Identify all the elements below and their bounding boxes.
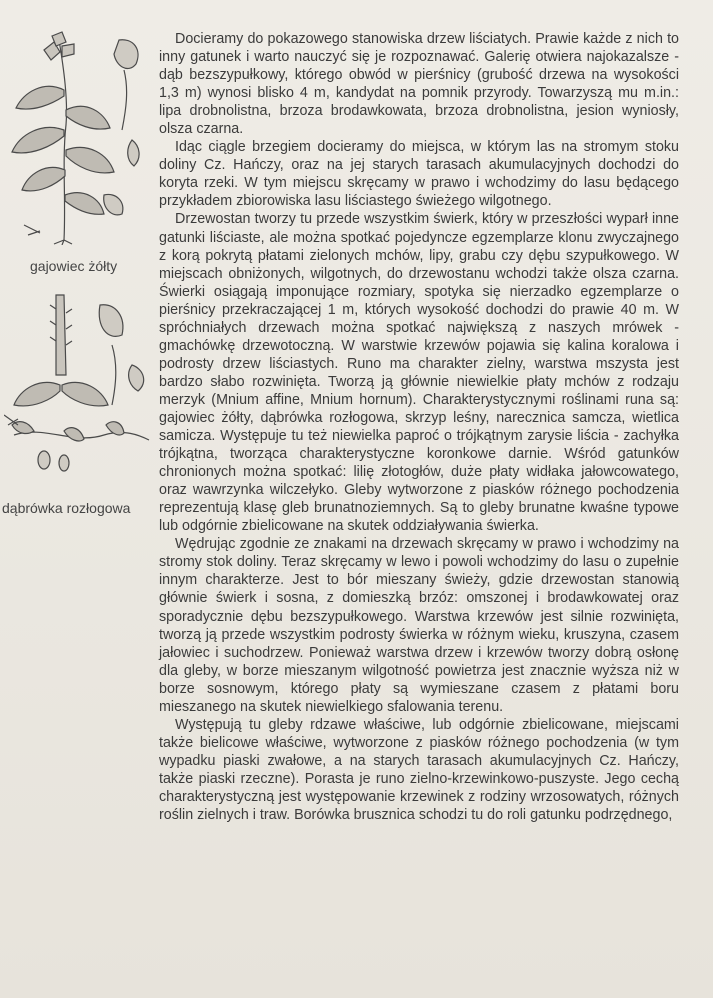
paragraph: Występują tu gleby rdzawe właściwe, lub odgórnie zbielicowane, miejscami także bielicowe właściwe, wytworzone z piasków różnego pochodzenia (w tym wypadku piaski zwałowe, a na starych tarasach akumulacyjnych Cz. Hańczy, także piaski rzeczne). Porasta je runo zielno-krzewinkowo-puszyste. Jego cechą charakterystyczną jest występowanie krzewinek z rodziny wrzosowatych, różnych roślin zielnych i traw. Borówka brusznica schodzi tu do roli gatunku podrzędnego,	[159, 716, 679, 824]
caption-dabrowka: dąbrówka rozłogowa	[2, 500, 131, 516]
plant-drawing-icon	[4, 30, 154, 245]
paragraph: Drzewostan tworzy tu przede wszystkim świerk, który w przeszłości wyparł inne gatunki liściaste, ale można spotkać pojedyncze egzemplarze klonu zwyczajnego z korą pokrytą płatami zielonych mchów, lipy, grabu czy dębu szypułkowego. W miejscach obniżonych, wilgotnych, do drzewostanu wchodzi także olsza czarna. Świerki osiągają imponujące rozmiary, spotyka się nierzadko egzemplarze o pierśnicy przekraczającej 1 m, których wysokość dochodzi do prawie 40 m. W spróchniałych drzewach można spotkać największą z naszych mrówek - gmachówkę drzewotoczną. W warstwie krzewów pojawia się kalina koralowa i podrosty drzew liściastych. Runo ma charakter zielny, warstwa mszysta jest bardzo słabo rozwinięta. Tworzą ją głównie niewielkie płaty mchów z rodzaju merzyk (Mnium affine, Mnium hornum). Charakterystycznymi roślinami runa są: gajowiec żółty, dąbrówka rozłogowa, skrzyp leśny, narecznica samcza, wietlica samicza. Występuje tu też niewielka paproć o trójkątnym zarysie liścia - zachyłka trójkątna, tworząca charakterystyczne koronkowe darnie. Wśród gatunków chronionych można spotkać: lilię złotogłów, duże płaty widłaka jałowcowatego, oraz wawrzynka wilczełyko. Gleby wytworzone z piasków różnego pochodzenia reprezentują klasę gleb brunatnoziemnych. Są to gleby brunatne kwaśne typowe lub odgórnie zbielicowane na skutek oddziaływania świerka.	[159, 211, 679, 535]
paragraph: Docieramy do pokazowego stanowiska drzew liściatych. Prawie każde z nich to inny gatunek i warto nauczyć się je rozpoznawać. Galerię otwiera najokazalsze - dąb bezszypułkowy, którego obwód w pierśnicy (grubość drzewa na wysokości 1,3 m) wynosi blisko 4 m, kandydat na pomnik przyrody. Towarzyszą mu m.in.: lipa drobnolistna, brzoza brodawkowata, brzoza drobnolistna, jesion wyniosły, olsza czarna.	[159, 31, 679, 138]
paragraph: Idąc ciągle brzegiem docieramy do miejsca, w którym las na stromym stoku doliny Cz. Hańczy, oraz na jej starych tarasach akumulacyjnych dochodzi do koryta rzeki. W tym miejscu skręcamy w prawo i wchodzimy do lasu będącego przykładem zbiorowiska lasu liściastego świeżego wilgotnego.	[159, 139, 679, 210]
plant-drawing-icon	[4, 285, 154, 475]
paragraph: Wędrując zgodnie ze znakami na drzewach skręcamy w prawo i wchodzimy na stromy stok doliny. Teraz skręcamy w lewo i powoli wchodzimy do lasu o zupełnie innym charakterze. Jest to bór mieszany świeży, gdzie drzewostan stanowią głównie świerk i sosna, z domieszką brzóz: omszonej i brodawkowatej oraz sporadycznie dębu bezszypułkowego. Warstwa krzewów jest silnie rozwinięta, tworzą ją przede wszystkim podrosty świerka w różnym wieku, kruszyna, czasem jałowiec i suchodrzew. Ponieważ warstwa drzew i krzewów tworzy dobrą osłonę dla gleby, w borze mieszanym wilgotność powietrza jest znacznie wyższa niż w borze sosnowym, którego płaty są wymieszane czasem z płatami boru mieszanego na skutek niewielkiego sfalowania terenu.	[159, 536, 679, 715]
article-body	[159, 30, 679, 824]
caption-gajowiec: gajowiec żółty	[30, 258, 118, 274]
plant-illustration-gajowiec	[4, 30, 154, 245]
plant-illustration-dabrowka	[4, 285, 154, 475]
